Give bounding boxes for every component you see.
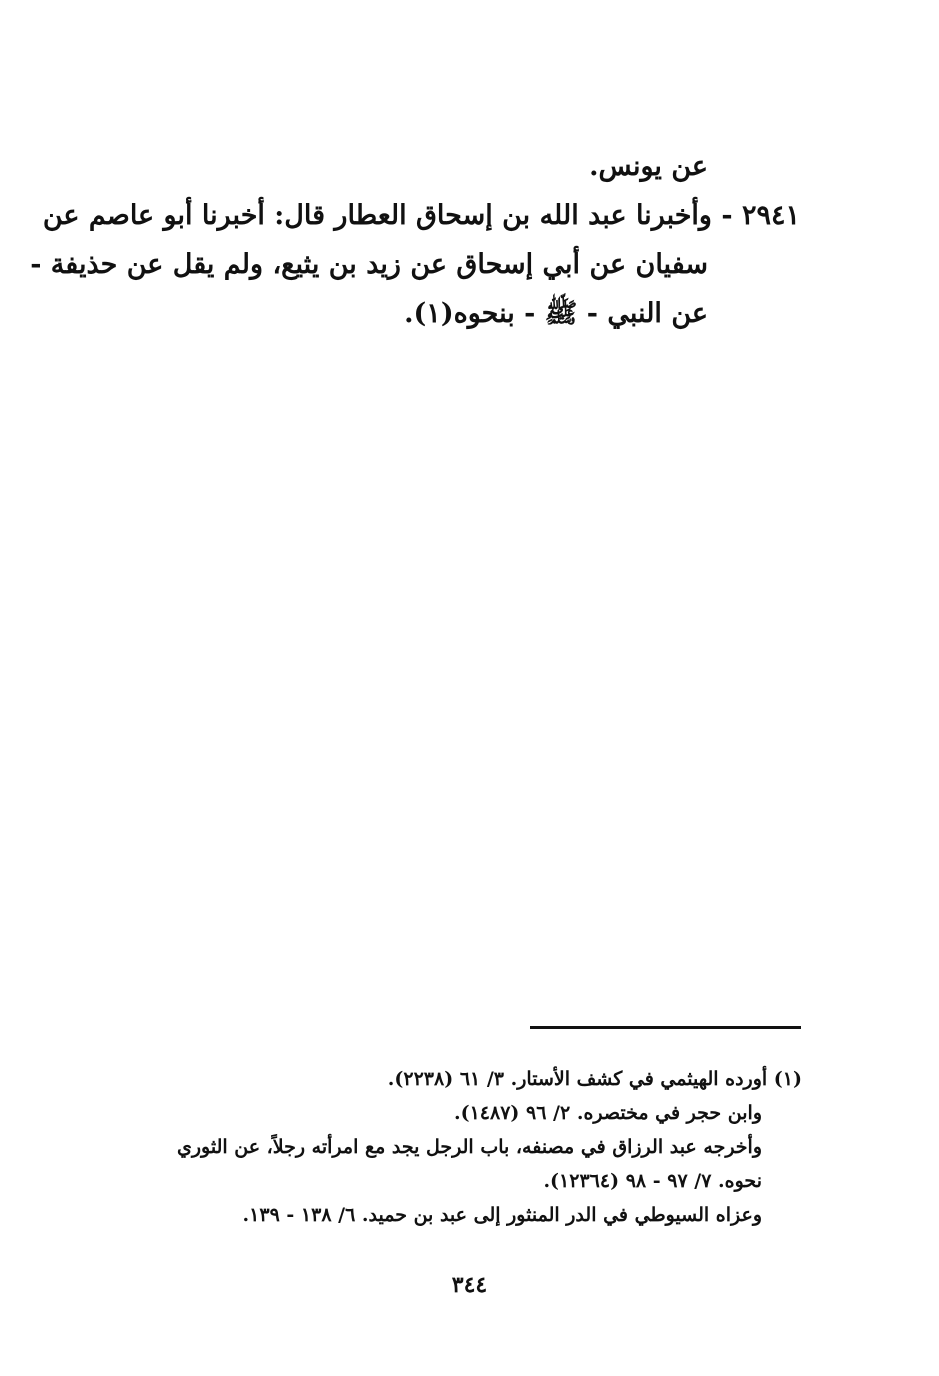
continuation-line: عن يونس. xyxy=(589,151,708,182)
hadith-first-line xyxy=(42,191,800,240)
page-number: ٣٤٤ xyxy=(451,1272,488,1298)
footnote-line: وأخرجه عبد الرزاق في مصنفه، باب الرجل يجد مع امرأته رجلاً، عن الثوري xyxy=(176,1136,762,1158)
footnotes-block xyxy=(100,1062,802,1232)
footnote-line: نحوه. ٧/ ٩٧ - ٩٨ (١٢٣٦٤). xyxy=(543,1170,762,1192)
footnote-line: وابن حجر في مختصره. ٢/ ٩٦ (١٤٨٧). xyxy=(453,1102,762,1124)
footnote-line: (١) أورده الهيثمي في كشف الأستار. ٣/ ٦١ (٢٢٣٨). xyxy=(387,1068,802,1090)
hadith-number: ٢٩٤١ xyxy=(741,200,800,231)
footnote-separator xyxy=(530,1026,801,1029)
main-text-block xyxy=(30,142,800,338)
hadith-second-line: سفيان عن أبي إسحاق عن زيد بن يثيع، ولم يقل عن حذيفة - xyxy=(30,249,708,280)
hadith-third-line: عن النبي - ﷺ - بنحوه(١). xyxy=(404,298,708,329)
footnote-line: وعزاه السيوطي في الدر المنثور إلى عبد بن حميد. ٦/ ١٣٨ - ١٣٩. xyxy=(242,1204,762,1226)
hadith-opening-text: - وأخبرنا عبد الله بن إسحاق العطار قال: أخبرنا أبو عاصم عن xyxy=(42,200,733,231)
